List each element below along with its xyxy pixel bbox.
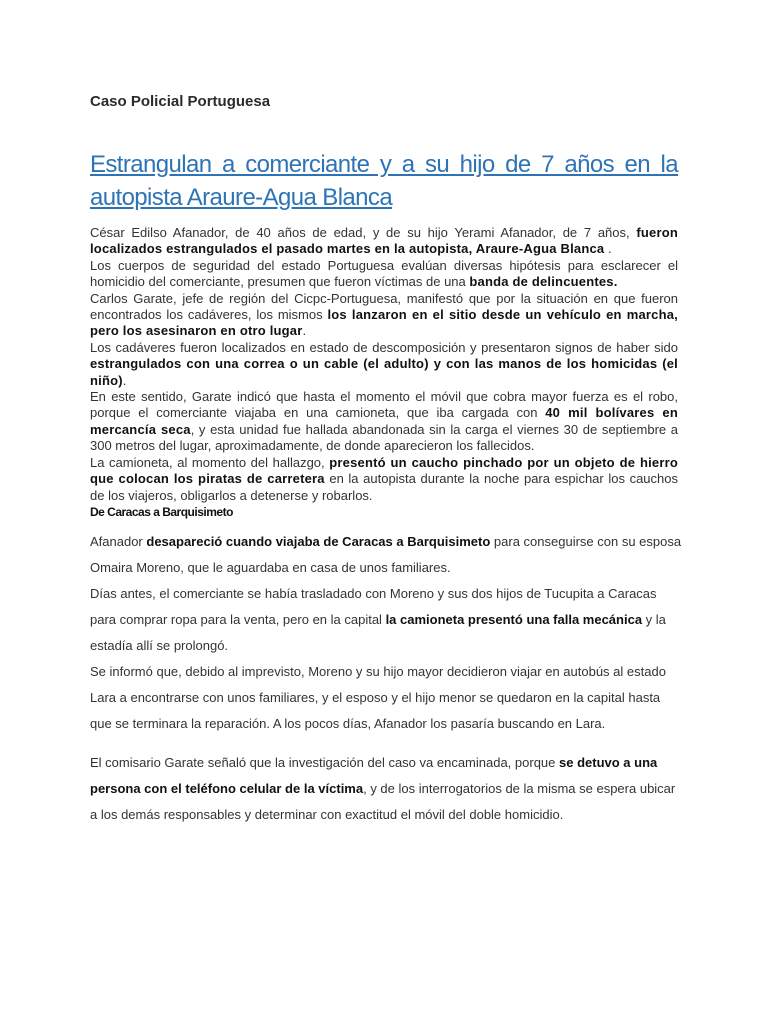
article-body-continued [90,529,682,828]
paragraph-5: En este sentido, Garate indicó que hasta el momento el móvil que cobra mayor fuerza es el robo, porque el comerciante viajaba en una camioneta, que iba cargada con 40 mil bolívares en mercancía seca, y esta unidad fue hallada abandonada sin la carga el viernes 30 de septiembre a 300 metros del lugar, aproximadamente, de donde aparecieron los fallecidos. [90,389,679,454]
paragraph-2: Los cuerpos de seguridad del estado Portuguesa evalúan diversas hipótesis para esclarecer el homicidio del comerciante, presumen que fueron víctimas de una banda de delincuentes. [90,257,678,290]
paragraph-8: Días antes, el comerciante se había trasladado con Moreno y sus dos hijos de Tucupita a Caracas para comprar ropa para la venta, pero en la capital la camioneta presentó una falla mecánica y la estadía allí se prolongó. [90,586,666,653]
section-label: Caso Policial Portuguesa [90,93,271,110]
paragraph-3: Carlos Garate, jefe de región del Cicpc-Portuguesa, manifestó que por la situación en que fueron encontrados los cadáveres, los mismos los lanzaron en el sitio desde un vehículo en marcha, pero los asesinaron en otro lugar. [90,290,678,339]
paragraph-6: La camioneta, al momento del hallazgo, presentó un caucho pinchado por un objeto de hierro que colocan los piratas de carretera en la autopista durante la noche para espichar los cauchos de los viajeros, obligarlos a detenerse y robarlos. [90,454,679,503]
section-subheading: De Caracas a Barquisimeto [90,505,233,519]
paragraph-4: Los cadáveres fueron localizados en estado de descomposición y presentaron signos de haber sido estrangulados con una correa o un cable (el adulto) y con las manos de los homicidas (el niño). [90,339,678,388]
paragraph-10: El comisario Garate señaló que la investigación del caso va encaminada, porque se detuvo a una persona con el teléfono celular de la víctima, y de los interrogatorios de la misma se espera ubicar a los demás responsables y determinar con exactitud el móvil del doble homicidio. [90,755,676,822]
paragraph-9: Se informó que, debido al imprevisto, Moreno y su hijo mayor decidieron viajar en autobús al estado Lara a encontrarse con unos familiares, y el esposo y el hijo menor se quedaron en la capital hasta que se terminara la reparación. A los pocos días, Afanador los pasaría buscando en Lara. [90,664,666,731]
article-body [90,225,678,504]
paragraph-7: Afanador desapareció cuando viajaba de Caracas a Barquisimeto para conseguirse con su esposa Omaira Moreno, que le aguardaba en casa de unos familiares. [90,534,682,575]
paragraph-1: César Edilso Afanador, de 40 años de edad, y de su hijo Yerami Afanador, de 7 años, fueron localizados estrangulados el pasado martes en la autopista, Araure-Agua Blanca . [90,225,678,257]
article-headline-link[interactable]: Estrangulan a comerciante y a su hijo de 7 años en la autopista Araure-Agua Blanca [90,151,678,211]
